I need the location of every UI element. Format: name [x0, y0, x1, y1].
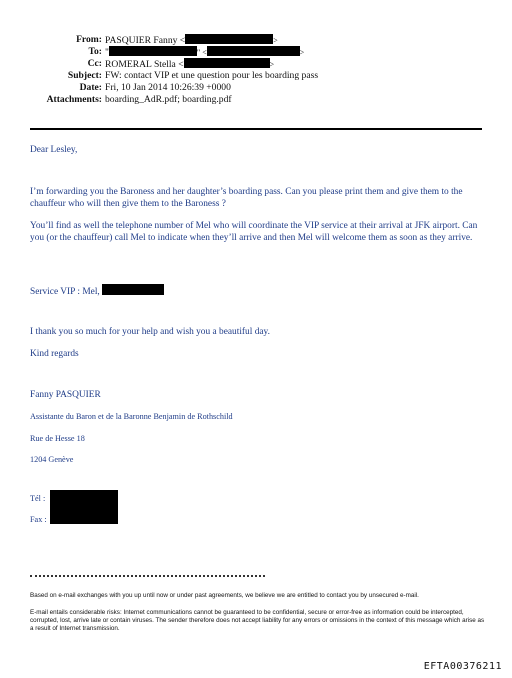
from-label: From:	[76, 34, 102, 45]
paragraph-forwarding: I’m forwarding you the Baroness and her daughter’s boarding pass. Can you please print them and give them to the chauffeur who will then give them to the Baroness ?	[30, 187, 463, 209]
signature-street: Rue de Hesse 18	[30, 434, 85, 443]
header-divider	[30, 128, 482, 130]
paragraph-thanks: I thank you so much for your help and wish you a beautiful day.	[30, 327, 270, 337]
header-cc-row	[0, 58, 512, 70]
document-id: EFTA00376211	[423, 661, 502, 672]
greeting: Dear Lesley,	[30, 145, 78, 155]
angle-bracket-icon: >	[299, 48, 305, 57]
signature-city: 1204 Genève	[30, 455, 74, 464]
attachments-label: Attachments:	[46, 94, 102, 105]
subject-label: Subject:	[67, 70, 102, 81]
disclaimer-line1: Based on e-mail exchanges with you up until now or under past agreements, we believe we are entitled to contact you by unsecured e-mail.	[30, 592, 419, 599]
header-to-row	[0, 46, 512, 58]
subject-value: FW: contact VIP et une question pour les boarding pass	[105, 70, 319, 81]
service-vip-text: Service VIP : Mel,	[30, 287, 100, 297]
to-label: To:	[88, 46, 102, 57]
date-label: Date:	[79, 82, 102, 93]
redaction-box	[207, 46, 300, 56]
angle-bracket-icon: >	[269, 60, 275, 69]
header-date-row	[0, 82, 512, 94]
disclaimer-line2: E-mail entails considerable risks: Internet communications cannot be guaranteed to be confidential, secure or error-free as information could be intercepted, corrupted, lost, arrive late or contain viruses. The sender therefore does not accept liability for any errors or omissions in the context of this message which arise as a result of Internet transmission.	[30, 609, 485, 632]
to-quote: "	[105, 47, 109, 58]
header-attachments-row	[0, 94, 512, 106]
cc-label: Cc:	[87, 58, 102, 69]
from-name: PASQUIER Fanny <	[105, 35, 186, 46]
redaction-box	[109, 46, 197, 56]
signature-name: Fanny PASQUIER	[30, 390, 101, 400]
angle-bracket-icon: >	[273, 36, 278, 45]
attachments-value[interactable]: boarding_AdR.pdf; boarding.pdf	[105, 94, 232, 105]
redaction-box	[50, 490, 118, 524]
closing: Kind regards	[30, 349, 79, 359]
paragraph-vip-contact: You’ll find as well the telephone number of Mel who will coordinate the VIP service at their arrival at JFK airport. Can you (or the chauffeur) call Mel to indicate when they’ll arrive and then Mel will welcome them as soon as they arrive.	[30, 221, 478, 243]
signature-title: Assistante du Baron et de la Baronne Benjamin de Rothschild	[30, 412, 233, 421]
redaction-box	[102, 284, 164, 295]
dotted-separator	[30, 575, 265, 579]
header-subject-row	[0, 70, 512, 82]
signature-tel: Tél :	[30, 494, 46, 503]
angle-bracket-icon: " <	[196, 48, 207, 57]
date-value: Fri, 10 Jan 2014 10:26:39 +0000	[105, 82, 231, 93]
cc-name: ROMERAL Stella <	[105, 59, 184, 70]
header-from-row	[0, 34, 512, 46]
signature-fax: Fax :	[30, 515, 47, 524]
redaction-box	[185, 34, 273, 44]
redaction-box	[184, 58, 270, 68]
service-vip-line	[30, 284, 485, 298]
